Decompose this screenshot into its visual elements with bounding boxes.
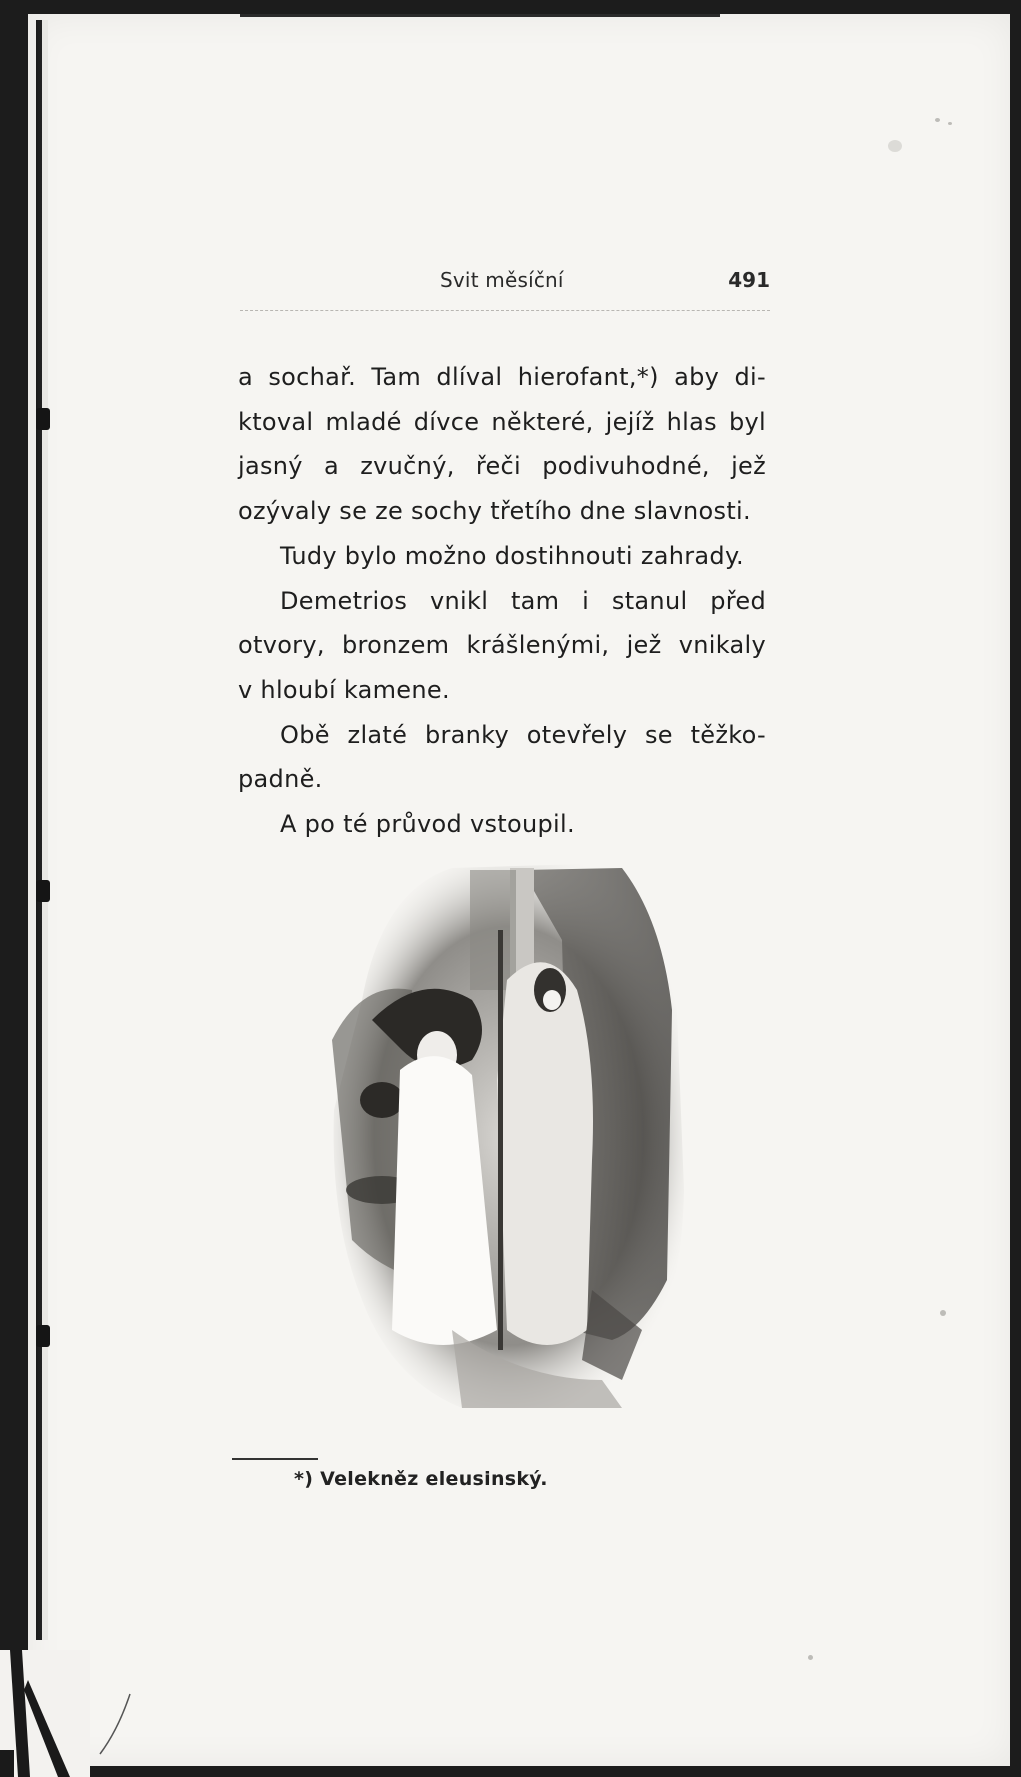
spine-mark — [36, 408, 50, 430]
footnote: *) Velekněz eleusinský. — [294, 1468, 548, 1490]
text-line: ktoval mladé dívce některé, jejíž hlas byl — [238, 407, 766, 436]
header-rule — [240, 310, 770, 311]
binding-corner-graphic — [0, 1650, 90, 1777]
spine-mark — [36, 1325, 50, 1347]
text-line: jasný a zvučný, řeči podivuhodné, jež — [238, 452, 766, 481]
vignette-illustration — [322, 860, 708, 1420]
spine-mark — [36, 880, 50, 902]
text-line: ozývaly se ze sochy třetího dne slavnosti. — [238, 497, 751, 526]
running-header — [240, 266, 770, 306]
text-line: v hloubí kamene. — [238, 675, 450, 704]
text-line: a sochař. Tam dlíval hierofant,*) aby di- — [238, 363, 766, 391]
paper-speck — [948, 122, 952, 125]
paper-speck — [888, 140, 902, 152]
text-line: otvory, bronzem krášlenými, jež vnikaly — [238, 631, 766, 660]
book-spine-shadow — [28, 20, 48, 1640]
text-line: Obě zlaté branky otevřely se těžko- — [280, 720, 766, 749]
page-number: 491 — [728, 268, 770, 292]
running-title: Svit měsíční — [440, 268, 564, 292]
text-line: Demetrios vnikl tam i stanul před — [280, 586, 766, 615]
paper-speck — [940, 1310, 946, 1316]
right-page-edge — [1010, 14, 1021, 1766]
top-page-edge — [240, 14, 720, 17]
footnote-rule — [232, 1458, 318, 1460]
body-text — [238, 355, 766, 847]
text-line: Tudy bylo možno dostihnouti zahrady. — [280, 541, 744, 570]
pen-stroke-mark — [96, 1690, 136, 1760]
text-line: A po té průvod vstoupil. — [280, 810, 575, 839]
text-line: padně. — [238, 765, 323, 794]
paper-speck — [808, 1655, 813, 1660]
paper-speck — [935, 118, 940, 122]
